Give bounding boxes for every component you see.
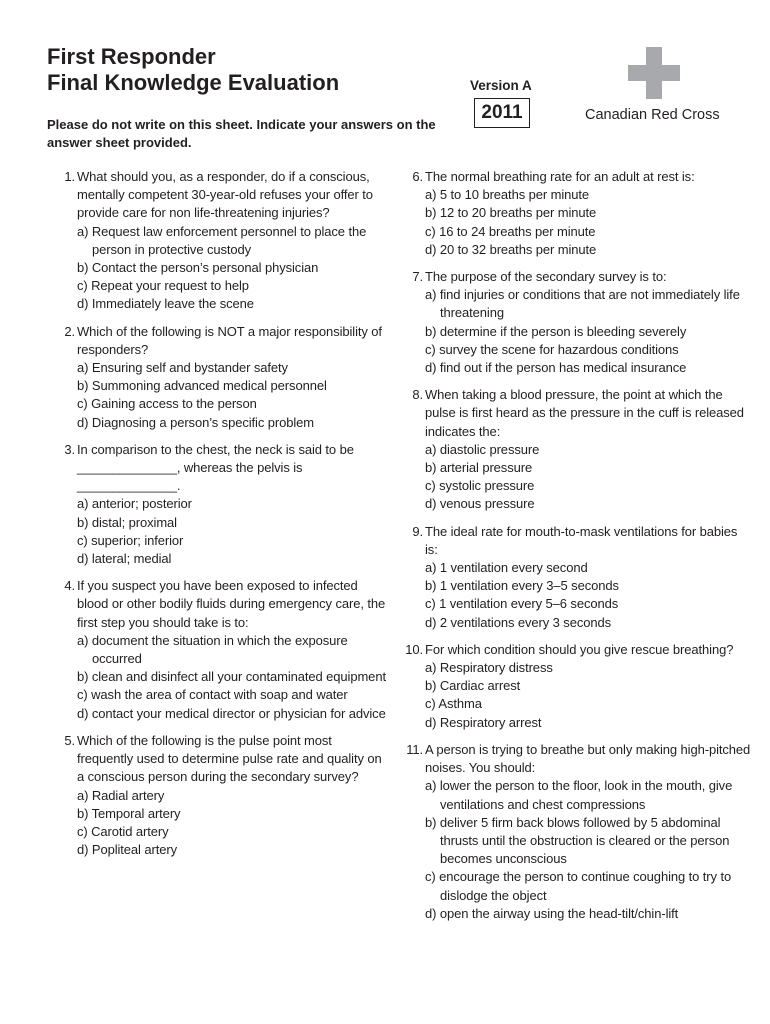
year-box: 2011: [474, 98, 530, 128]
answer-option: d) contact your medical director or physician for advice: [77, 705, 386, 721]
question-6: [407, 168, 752, 259]
answer-option: d) Immediately leave the scene: [77, 296, 254, 312]
questions-column-right: [407, 168, 752, 932]
question-8: [407, 386, 752, 513]
answer-option: c) Carotid artery: [77, 823, 169, 839]
answer-option: d) open the airway using the head-tilt/chin-lift: [425, 905, 679, 921]
answer-option: c) survey the scene for hazardous conditions: [425, 341, 679, 357]
question-text: Which of the following is NOT a major responsibility of responders?: [77, 323, 382, 357]
org-name: Canadian Red Cross: [585, 107, 720, 123]
title-line-2: Final Knowledge Evaluation: [47, 70, 340, 95]
question-4: [59, 577, 389, 723]
question-text: If you suspect you have been exposed to infected blood or other bodily fluids during emergency care, the first step you should take is to:: [77, 578, 386, 630]
instruction-text: Please do not write on this sheet. Indicate your answers on the answer sheet provided.: [47, 117, 436, 150]
answer-option: b) Cardiac arrest: [425, 678, 521, 694]
answer-option: c) encourage the person to continue coughing to try to dislodge the object: [425, 869, 732, 903]
question-number: 8.: [412, 387, 423, 403]
question-text: Which of the following is the pulse point most frequently used to determine pulse rate and quality on a conscious person during the secondary survey?: [77, 732, 382, 785]
title-line-1: First Responder: [47, 44, 216, 69]
question-number: 6.: [412, 169, 423, 184]
answer-option: b) Summoning advanced medical personnel: [77, 378, 327, 394]
question-3: [59, 441, 389, 568]
question-7: [407, 268, 752, 377]
answer-option: d) 2 ventilations every 3 seconds: [425, 614, 612, 630]
answer-option: d) Respiratory arrest: [425, 714, 542, 730]
answer-option: d) find out if the person has medical insurance: [425, 360, 687, 376]
version-label: Version A: [470, 78, 532, 93]
answer-option: d) Popliteal artery: [77, 842, 177, 858]
question-number: 4.: [64, 578, 75, 594]
question-number: 5.: [64, 732, 75, 748]
answer-option: c) 16 to 24 breaths per minute: [425, 223, 596, 239]
answer-option: c) superior; inferior: [77, 532, 184, 548]
question-1: [59, 168, 389, 314]
cross-icon: [628, 47, 680, 99]
question-5: [59, 732, 389, 859]
questions-column-left: [59, 168, 389, 868]
answer-option: d) 20 to 32 breaths per minute: [425, 241, 597, 257]
answer-option: b) 1 ventilation every 3–5 seconds: [425, 578, 619, 594]
answer-option: b) deliver 5 firm back blows followed by 5 abdominal thrusts until the obstruction is cleared or the person becomes unconscious: [425, 814, 730, 867]
answer-option: b) arterial pressure: [425, 460, 533, 476]
answer-option: a) lower the person to the floor, look in the mouth, give ventilations and chest compressions: [425, 778, 733, 812]
question-11: [407, 741, 752, 923]
answer-option: a) 1 ventilation every second: [425, 560, 588, 576]
question-number: 3.: [64, 441, 75, 457]
answer-option: c) wash the area of contact with soap and water: [77, 687, 348, 703]
question-number: 2.: [64, 323, 75, 339]
answer-option: b) Contact the person’s personal physician: [77, 260, 319, 276]
question-text: When taking a blood pressure, the point at which the pulse is first heard as the pressure in the cuff is released indicates the:: [425, 387, 744, 439]
answer-option: a) Request law enforcement personnel to place the person in protective custody: [77, 223, 367, 257]
question-text: For which condition should you give rescue breathing?: [425, 641, 734, 657]
question-2: [59, 323, 389, 432]
answer-option: d) Diagnosing a person’s specific problem: [77, 414, 315, 430]
answer-option: c) systolic pressure: [425, 478, 535, 494]
answer-option: a) find injuries or conditions that are not immediately life threatening: [425, 287, 740, 321]
question-text: The ideal rate for mouth-to-mask ventilations for babies is:: [425, 523, 738, 557]
answer-option: c) Repeat your request to help: [77, 278, 249, 294]
answer-option: a) Respiratory distress: [425, 660, 553, 676]
answer-option: d) venous pressure: [425, 496, 535, 512]
question-number: 11.: [406, 741, 423, 757]
question-text: A person is trying to breathe but only making high-pitched noises. You should:: [425, 741, 751, 776]
answer-option: b) Temporal artery: [77, 805, 181, 821]
question-number: 9.: [412, 523, 423, 539]
question-text: What should you, as a responder, do if a conscious, mentally competent 30-year-old refuses your offer to provide care for non life-threatening injuries?: [77, 169, 373, 221]
answer-option: a) Radial artery: [77, 787, 165, 803]
question-text: In comparison to the chest, the neck is said to be ______________, whereas the pelvis is ______________.: [77, 441, 354, 494]
page-title: [47, 44, 339, 96]
answer-option: b) clean and disinfect all your contaminated equipment: [77, 669, 386, 685]
answer-option: a) anterior; posterior: [77, 496, 192, 512]
question-text: The normal breathing rate for an adult at rest is:: [425, 169, 695, 184]
question-9: [407, 523, 752, 632]
answer-option: b) 12 to 20 breaths per minute: [425, 205, 597, 221]
answer-option: c) 1 ventilation every 5–6 seconds: [425, 596, 619, 612]
answer-option: d) lateral; medial: [77, 551, 172, 567]
answer-option: b) distal; proximal: [77, 514, 177, 530]
question-text: The purpose of the secondary survey is to:: [425, 269, 667, 285]
answer-option: c) Gaining access to the person: [77, 396, 257, 412]
question-number: 7.: [412, 269, 423, 285]
answer-option: a) diastolic pressure: [425, 441, 540, 457]
answer-option: a) Ensuring self and bystander safety: [77, 360, 288, 376]
answer-option: c) Asthma: [425, 696, 482, 712]
question-number: 10.: [405, 641, 423, 657]
answer-option: b) determine if the person is bleeding severely: [425, 323, 687, 339]
question-number: 1.: [64, 169, 75, 184]
answer-option: a) document the situation in which the exposure occurred: [77, 632, 348, 667]
question-10: [407, 641, 752, 732]
answer-option: a) 5 to 10 breaths per minute: [425, 187, 590, 203]
